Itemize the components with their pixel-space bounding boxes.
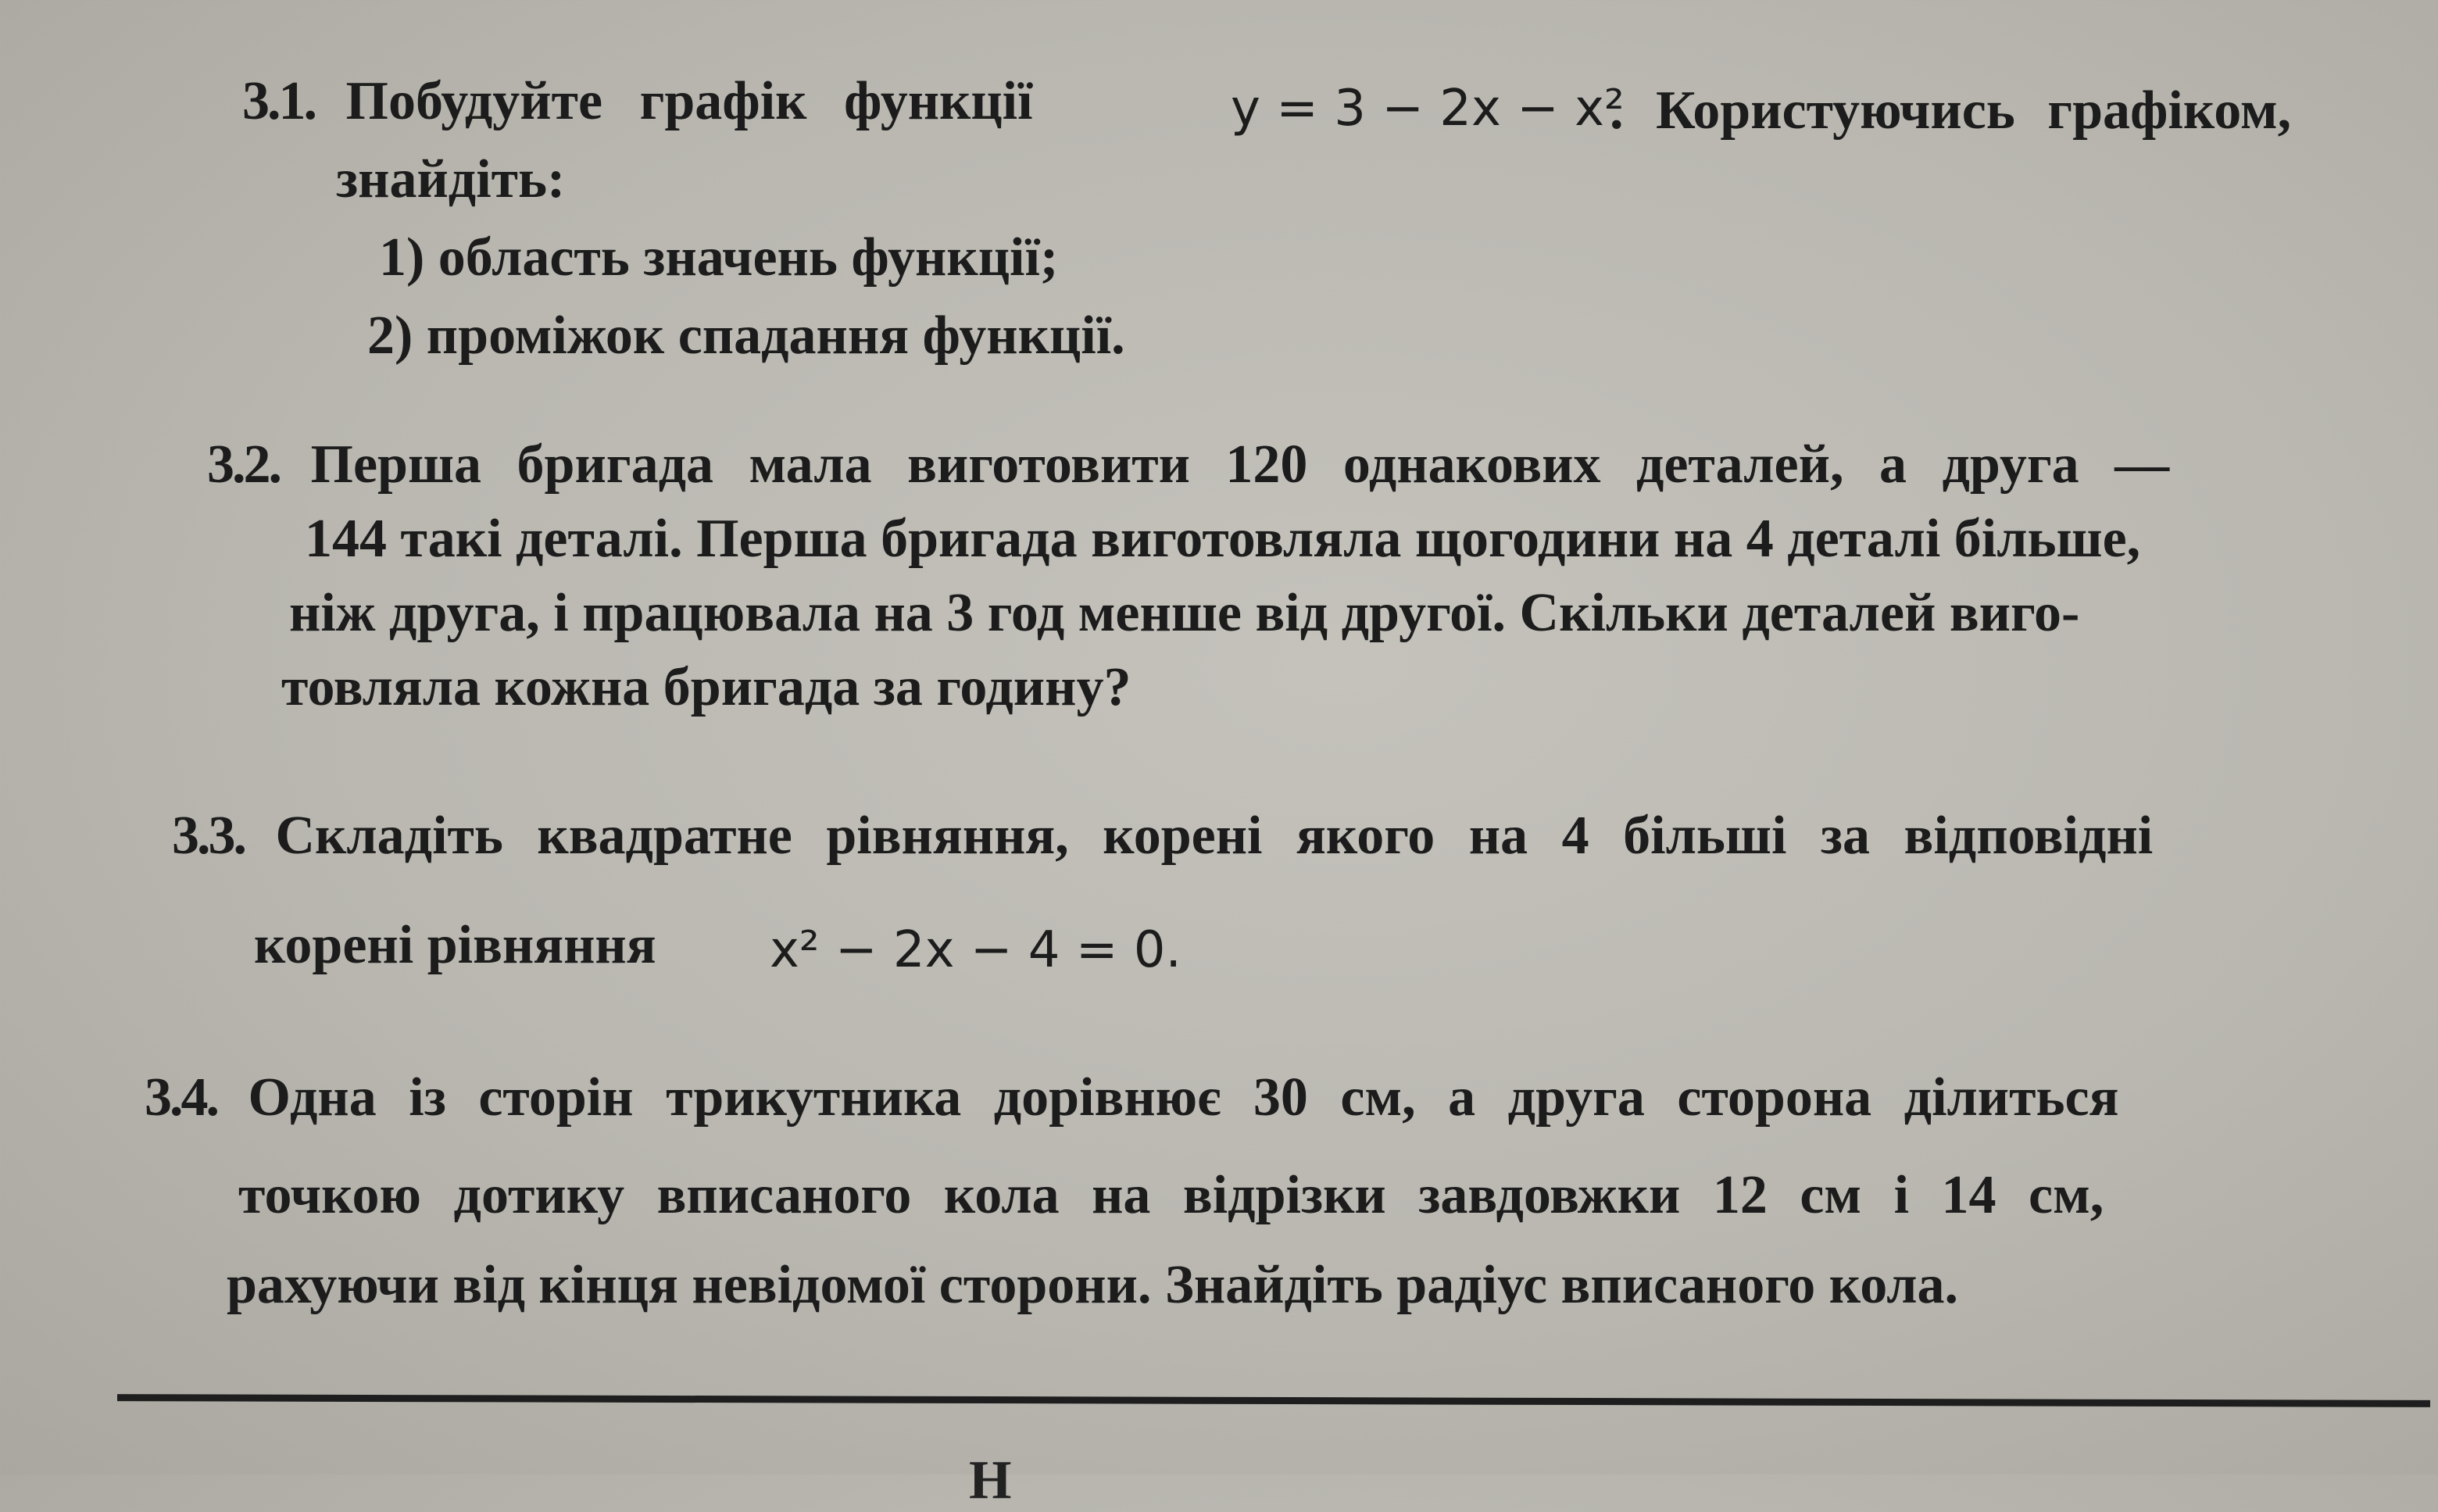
problem-3-4-line2 <box>238 1156 2104 1235</box>
list-item: 1) область значень функції; <box>379 227 1059 288</box>
problem-text: Складіть квадратне рівняння, корені якого на 4 більші за відповідні <box>275 806 2154 866</box>
problem-text: знайдіть: <box>336 149 566 209</box>
problem-text: Побудуйте графік функції <box>345 71 1033 131</box>
problem-text: товляла кожна бригада за годину? <box>281 657 1131 717</box>
problem-number: 3.1. <box>242 71 315 131</box>
problem-3-1-line2 <box>336 141 565 219</box>
formula: x² − 2x − 4 = 0 <box>770 921 1166 979</box>
problem-3-3 <box>172 797 2153 875</box>
problem-number: 3.4. <box>145 1067 217 1128</box>
formula-period: . <box>1165 921 1181 979</box>
problem-3-1-formula <box>1231 69 1625 148</box>
problem-3-1-item2 <box>367 297 1125 375</box>
problem-text: 144 такі деталі. Перша бригада виготовляла щогодини на 4 деталі більше, <box>305 509 2141 569</box>
problem-text: . Користуючись графіком, <box>1610 80 2292 141</box>
problem-3-1-line1-end <box>1610 72 2291 150</box>
problem-3-4-line3 <box>227 1246 1958 1324</box>
problem-text: ніж друга, і працювала на 3 год менше від другої. Скільки деталей виго- <box>289 583 2080 643</box>
problem-3-2-line3 <box>289 574 2079 652</box>
cut-off-heading: Н <box>969 1450 1012 1510</box>
problem-3-2-line2 <box>305 500 2140 578</box>
problem-text: Одна із сторін трикутника дорівнює 30 см, а друга сторона ділиться <box>248 1067 2119 1128</box>
problem-3-3-line2 <box>254 906 656 985</box>
problem-3-3-formula <box>770 910 1181 989</box>
list-item: 2) проміжок спадання функції. <box>367 306 1125 366</box>
problem-3-1 <box>242 63 1033 141</box>
problem-text: точкою дотику вписаного кола на відрізки завдовжки 12 см і 14 см, <box>238 1165 2104 1225</box>
problem-number: 3.2. <box>207 434 280 495</box>
problem-number: 3.3. <box>172 806 245 866</box>
formula: y = 3 − 2x − x² <box>1231 80 1625 138</box>
horizontal-rule <box>117 1394 2430 1407</box>
problem-text: Перша бригада мала виготовити 120 однакових деталей, а друга — <box>310 434 2170 495</box>
problem-3-1-item1 <box>379 219 1058 297</box>
problem-text: корені рівняння <box>254 915 656 975</box>
problem-3-4 <box>145 1059 2118 1137</box>
problem-3-2-line4 <box>281 649 1131 727</box>
problem-3-2 <box>207 426 2169 504</box>
problem-text: рахуючи від кінця невідомої сторони. Знайдіть радіус вписаного кола. <box>227 1255 1959 1315</box>
